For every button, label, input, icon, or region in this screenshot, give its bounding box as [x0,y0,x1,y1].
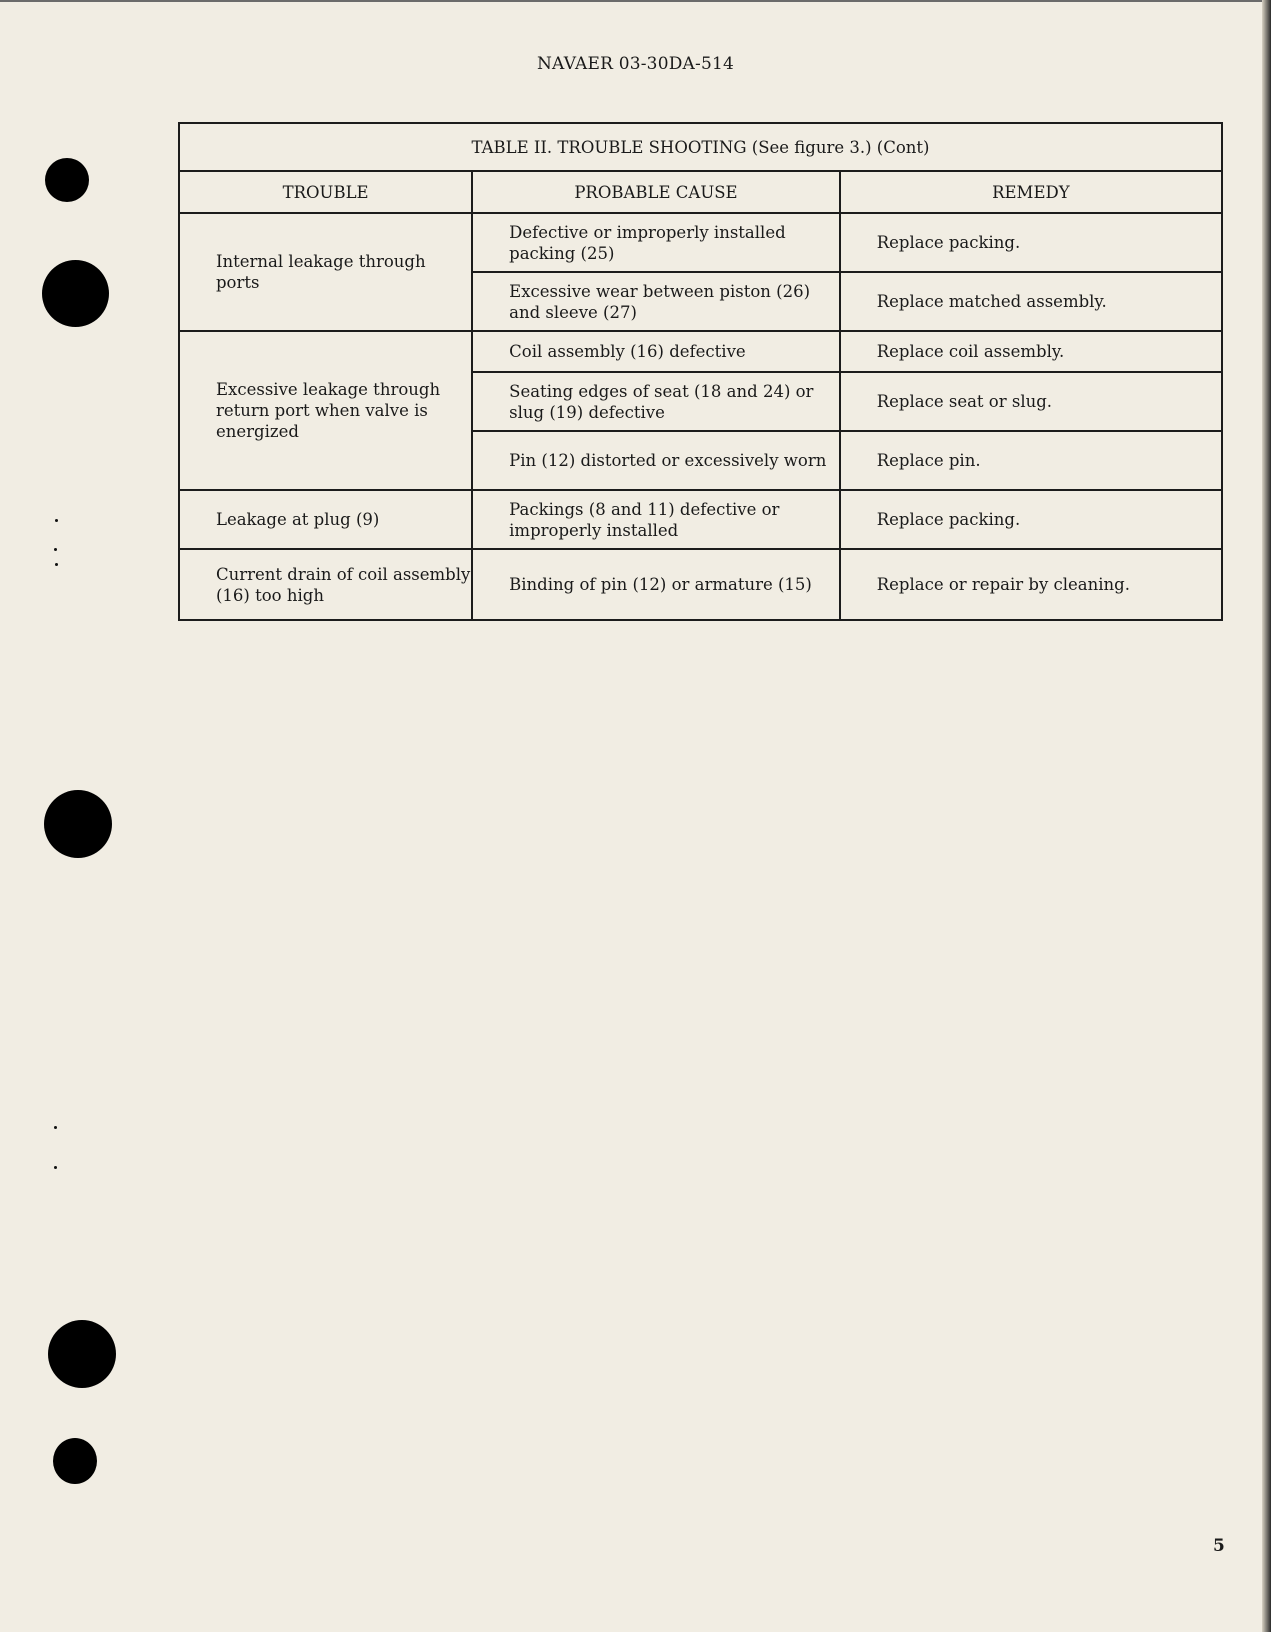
remedy-cell: Replace pin. [840,431,1222,490]
cause-cell: Binding of pin (12) or armature (15) [472,549,840,620]
punch-hole [42,260,109,327]
page-number: 5 [1213,1536,1225,1556]
table-row [179,490,1222,549]
column-header-remedy: REMEDY [840,171,1222,213]
scan-top-edge [0,0,1271,2]
remedy-cell: Replace seat or slug. [840,372,1222,431]
binder-mark [54,1166,57,1169]
binder-mark [55,563,58,566]
trouble-cell: Internal leakage through ports [179,213,472,331]
punch-hole [44,790,112,858]
punch-hole [45,158,89,202]
cause-cell: Seating edges of seat (18 and 24) or slug (19) defective [472,372,840,431]
binder-mark [54,1126,57,1129]
punch-hole [48,1320,116,1388]
scan-right-edge [1262,0,1271,1632]
column-header-trouble: TROUBLE [179,171,472,213]
remedy-cell: Replace or repair by cleaning. [840,549,1222,620]
trouble-cell: Excessive leakage through return port when valve is energized [179,331,472,490]
binder-mark [54,548,57,551]
column-header-probable-cause: PROBABLE CAUSE [472,171,840,213]
table-row [179,213,1222,272]
cause-cell: Pin (12) distorted or excessively worn [472,431,840,490]
remedy-cell: Replace packing. [840,490,1222,549]
trouble-cell: Leakage at plug (9) [179,490,472,549]
table-row [179,549,1222,620]
table-row [179,331,1222,372]
punch-hole [53,1438,97,1484]
cause-cell: Coil assembly (16) defective [472,331,840,372]
binder-mark [55,519,58,522]
cause-cell: Packings (8 and 11) defective or improperly installed [472,490,840,549]
remedy-cell: Replace coil assembly. [840,331,1222,372]
trouble-cell: Current drain of coil assembly (16) too high [179,549,472,620]
cause-cell: Excessive wear between piston (26) and sleeve (27) [472,272,840,331]
trouble-shooting-table [178,122,1223,621]
remedy-cell: Replace packing. [840,213,1222,272]
cause-cell: Defective or improperly installed packing (25) [472,213,840,272]
remedy-cell: Replace matched assembly. [840,272,1222,331]
table-title: TABLE II. TROUBLE SHOOTING (See figure 3.) (Cont) [179,123,1222,171]
document-id: NAVAER 03-30DA-514 [536,54,735,74]
